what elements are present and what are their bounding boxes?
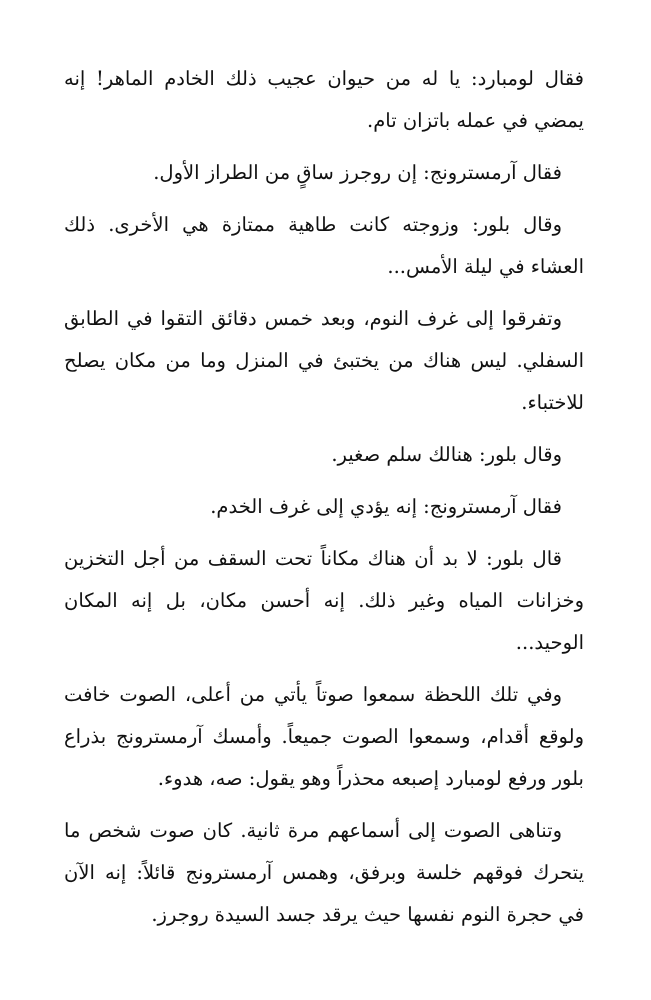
paragraph-1: فقال لومبارد: يا له من حيوان عجيب ذلك الخادم الماهر! إنه يمضي في عمله باتزان تام. <box>64 67 584 132</box>
paragraph-9: وتناهى الصوت إلى أسماعهم مرة ثانية. كان صوت شخص ما يتحرك فوقهم خلسة وبرفق، وهمس آرمسترونج قائلاً: إنه الآن في حجرة النوم نفسها حيث يرقد جسد السيدة روجرز. <box>64 819 584 926</box>
paragraph-3: وقال بلور: وزوجته كانت طاهية ممتازة هي الأخرى. ذلك العشاء في ليلة الأمس... <box>64 213 584 278</box>
paragraph-7: قال بلور: لا بد أن هناك مكاناً تحت السقف من أجل التخزين وخزانات المياه وغير ذلك. إنه أحسن مكان، بل إنه المكان الوحيد... <box>64 547 584 654</box>
paragraph-6: فقال آرمسترونج: إنه يؤدي إلى غرف الخدم. <box>210 495 562 518</box>
paragraph-4: وتفرقوا إلى غرف النوم، وبعد خمس دقائق التقوا في الطابق السفلي. ليس هناك من يختبئ في المنزل وما من مكان يصلح للاختباء. <box>64 307 584 414</box>
paragraph-8: وفي تلك اللحظة سمعوا صوتاً يأتي من أعلى، الصوت خافت ولوقع أقدام، وسمعوا الصوت جميعاً. وأمسك آرمسترونج بذراع بلور ورفع لومبارد إصبعه محذراً وهو يقول: صه، هدوء. <box>64 683 584 790</box>
paragraph-5: وقال بلور: هنالك سلم صغير. <box>331 443 562 466</box>
book-page <box>64 58 584 946</box>
paragraph-2: فقال آرمسترونج: إن روجرز ساقٍ من الطراز الأول. <box>153 161 562 184</box>
